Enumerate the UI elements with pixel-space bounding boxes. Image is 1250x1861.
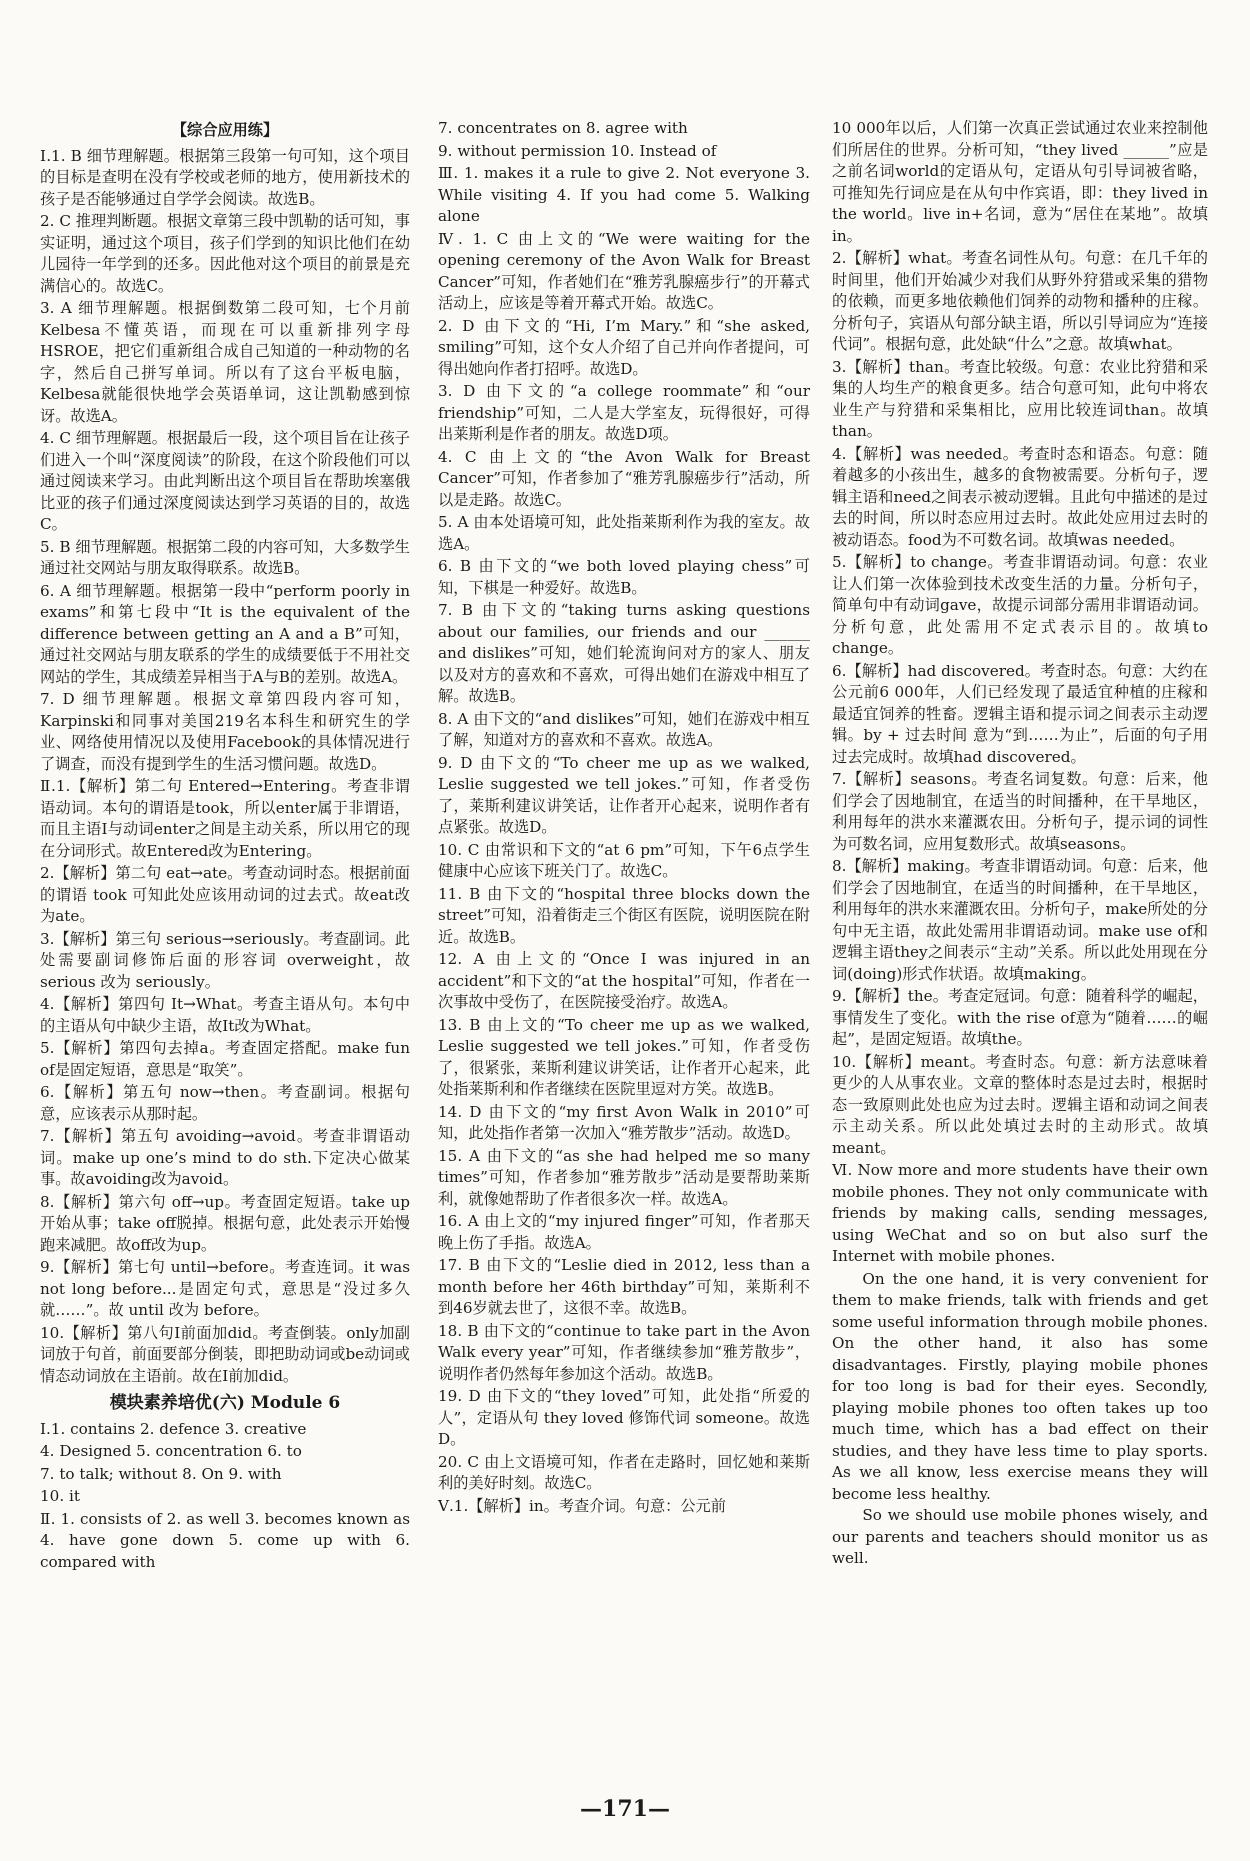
answer-paragraph: 2. C 推理判断题。根据文章第三段中凯勒的话可知，事实证明，通过这个项目，孩子们学到的知识比他们在幼儿园待一年学到的还多。因此他对这个项目的前景是充满信心的。故选C。 <box>40 212 410 295</box>
answer-paragraph: 9.【解析】第七句 until→before。考查连词。it was not long before...是固定句式，意思是“没过多久就……”。故 until 改为 before。 <box>40 1258 410 1319</box>
answer-paragraph: 2.【解析】第二句 eat→ate。考查动词时态。根据前面的谓语 took 可知此处应该用动词的过去式。故eat改为ate。 <box>40 864 410 925</box>
answer-paragraph: 5.【解析】第四句去掉a。考查固定搭配。make fun of是固定短语，意思是“取笑”。 <box>40 1039 410 1079</box>
answer-paragraph: 4.【解析】was needed。考查时态和语态。句意：随着越多的小孩出生，越多的食物被需要。分析句子，逻辑主语和need之间表示被动逻辑。且此句中描述的是过去的时间，所以时态应用过去时。故此处应用过去时的被动语态。food为不可数名词。故填was needed。 <box>832 444 1208 549</box>
answer-paragraph: 9.【解析】the。考查定冠词。句意：随着科学的崛起，事情发生了变化。with the rise of意为“随着……的崛起”，是固定短语。故填the。 <box>832 987 1208 1048</box>
column-right <box>832 118 1208 1570</box>
answer-paragraph: 10. C 由常识和下文的“at 6 pm”可知，下午6点学生健康中心应该下班关门了。故选C。 <box>438 840 810 880</box>
answer-paragraph: 6.【解析】第五句 now→then。考查副词。根据句意，应该表示从那时起。 <box>40 1083 410 1123</box>
answer-paragraph: 19. D 由下文的“they loved”可知，此处指“所爱的人”，定语从句 they loved 修饰代词 someone。故选D。 <box>438 1387 810 1448</box>
answer-paragraph: 2.【解析】what。考查名词性从句。句意：在几千年的时间里，他们开始减少对我们从野外狩猎或采集的猎物的依赖，而更多地依赖他们饲养的动物和播种的庄稼。分析句子，宾语从句部分缺主语，所以引导词应为“连接代词”。根据句意，此处缺“什么”之意。故填what。 <box>832 249 1208 353</box>
answer-paragraph: 14. D 由下文的“my first Avon Walk in 2010”可知，此处指作者第一次加入“雅芳散步”活动。故选D。 <box>438 1102 810 1142</box>
section-heading: 【综合应用练】 <box>171 121 279 139</box>
answer-paragraph: 3. D 由下文的“a college roommate”和“our friendship”可知，二人是大学室友，玩得很好，可得出莱斯利是作者的朋友。故选D项。 <box>438 382 810 443</box>
answer-paragraph: 20. C 由上文语境可知，作者在走路时，回忆她和莱斯利的美好时刻。故选C。 <box>438 1452 810 1492</box>
answer-paragraph: Ⅰ.1. B 细节理解题。根据第三段第一句可知，这个项目的目标是查明在没有学校或老师的地方，使用新技术的孩子是否能够通过自学学会阅读。故选B。 <box>40 146 410 208</box>
answer-paragraph: 5. A 由本处语境可知，此处指莱斯利作为我的室友。故选A。 <box>438 513 810 553</box>
answer-paragraph: 7.【解析】第五句 avoiding→avoid。考查非谓语动词。make up one’s mind to do sth.下定决心做某事。故avoiding改为avoid。 <box>40 1127 410 1188</box>
answer-paragraph: 7. D 细节理解题。根据文章第四段内容可知，Karpinski和同事对美国219名本科生和研究生的学业、网络使用情况以及使用Facebook的具体情况进行了调查，而没有提到学生的生活习惯问题。故选D。 <box>40 690 410 773</box>
answer-paragraph: 2. D 由下文的“Hi, I’m Mary.”和“she asked, smiling”可知，这个女人介绍了自己并向作者提问，可得出她向作者打招呼。故选D。 <box>438 316 810 378</box>
answer-paragraph: 5.【解析】to change。考查非谓语动词。句意：农业让人们第一次体验到技术改变生活的力量。分析句子，简单句中有动词gave，故提示词部分需用非谓语动词。分析句意，此处需用不定式表示目的。故填to change。 <box>832 553 1208 657</box>
column-middle <box>438 118 810 1518</box>
answer-paragraph: 10 000年以后，人们第一次真正尝试通过农业来控制他们所居住的世界。分析可知，“they lived ______”应是之前名词world的定语从句，定语从句引导词被省略，可推知先行词应是在从句中作宾语，即：they lived in the world。live in+名词，意为“居住在某地”。故填in。 <box>832 119 1208 245</box>
answer-paragraph: 6. A 细节理解题。根据第一段中“perform poorly in exams”和第七段中“It is the equivalent of the difference between getting an A and a B”可知，通过社交网站与朋友联系的学生的成绩要低于不用社交网站的学生，其成绩差异相当于A与B的差别。故选A。 <box>40 581 410 686</box>
answer-paragraph: 11. B 由下文的“hospital three blocks down the street”可知，沿着街走三个街区有医院，说明医院在附近。故选B。 <box>438 884 810 946</box>
answer-paragraph: 13. B 由上文的“To cheer me up as we walked, Leslie suggested we tell jokes.”可知，作者受伤了，很紧张，莱斯利建议讲笑话，让作者开心起来，此处指莱斯利和作者继续在医院里逗对方笑。故选B。 <box>438 1015 810 1098</box>
answer-paragraph: 7. B 由下文的“taking turns asking questions about our families, our friends and our ______ and dislikes”可知，她们轮流询问对方的家人、朋友以及对方的喜欢和不喜欢，可得出她们在游戏中相互了解。故选B。 <box>438 601 810 705</box>
page-number: —171— <box>580 1796 670 1822</box>
answer-paragraph: So we should use mobile phones wisely, and our parents and teachers should monitor us as well. <box>832 1506 1208 1567</box>
answer-paragraph: Ⅵ. Now more and more students have their own mobile phones. They not only communicate with friends by making calls, sending messages, using WeChat and so on but also surf the Internet with mobile phones. <box>832 1161 1208 1265</box>
answer-paragraph: 6.【解析】had discovered。考查时态。句意：大约在公元前6 000年，人们已经发现了最适宜种植的庄稼和最适宜饲养的牲畜。逻辑主语和提示词之间表示主动逻辑。by + 过去时间 意为“到……为止”，后面的句子用过去完成时。故填had discovered。 <box>832 661 1208 766</box>
answer-paragraph: 8.【解析】第六句 off→up。考查固定短语。take up开始从事；take off脱掉。根据句意，此处表示开始慢跑来减肥。故off改为up。 <box>40 1192 410 1254</box>
answer-paragraph: Ⅳ. 1. C 由上文的“We were waiting for the opening ceremony of the Avon Walk for Breast Cancer”可知，作者她们在“雅芳乳腺癌步行”的开幕式活动上，应该是等着开幕式开始。故选C。 <box>438 229 810 312</box>
answer-paragraph: Ⅱ.1.【解析】第二句 Entered→Entering。考查非谓语动词。本句的谓语是took，所以enter属于非谓语，而且主语I与动词enter之间是主动关系，所以用它的现在分词形式。故Entered改为Entering。 <box>40 777 410 860</box>
answer-paragraph: 3.【解析】than。考查比较级。句意：农业比狩猎和采集的人均生产的粮食更多。结合句意可知，此句中将农业生产与狩猎和采集相比，应用比较连词than。故填than。 <box>832 357 1208 440</box>
section-heading: 模块素养培优(六) Module 6 <box>109 1393 341 1413</box>
answer-paragraph: 8.【解析】making。考查非谓语动词。句意：后来，他们学会了因地制宜，在适当的时间播种，在干旱地区，利用每年的洪水来灌溉农田。分析句子，make所处的分句中无主语，故此处需用非谓语动词。make use of和逻辑主语they之间表示“主动”关系。所以此处用现在分词(doing)形式作状语。故填making。 <box>832 857 1208 983</box>
answer-paragraph: 3.【解析】第三句 serious→seriously。考查副词。此处需要副词修饰后面的形容词 overweight，故 serious 改为 seriously。 <box>40 929 410 991</box>
answer-paragraph: 7. concentrates on 8. agree with <box>438 119 688 137</box>
answer-paragraph: 4. Designed 5. concentration 6. to <box>40 1442 302 1460</box>
answer-paragraph: Ⅰ.1. contains 2. defence 3. creative <box>40 1419 307 1438</box>
answer-paragraph: 17. B 由下文的“Leslie died in 2012, less than a month before her 46th birthday”可知，莱斯利不到46岁就去世了，这很不幸。故选B。 <box>438 1256 810 1317</box>
answer-paragraph: 9. D 由下文的“To cheer me up as we walked, Leslie suggested we tell jokes.”可知，作者受伤了，莱斯利建议讲笑话，让作者开心起来，说明作者有点紧张。故选D。 <box>438 753 810 836</box>
answer-paragraph: Ⅱ. 1. consists of 2. as well 3. becomes known as 4. have gone down 5. come up with 6. compared with <box>40 1509 410 1571</box>
answer-paragraph: 18. B 由下文的“continue to take part in the Avon Walk every year”可知，作者继续参加“雅芳散步”，说明作者仍然每年参加这个活动。故选B。 <box>438 1321 810 1383</box>
answer-paragraph: 4.【解析】第四句 It→What。考查主语从句。本句中的主语从句中缺少主语，故It改为What。 <box>40 995 410 1035</box>
answer-paragraph: 10.【解析】第八句I前面加did。考查倒装。only加副词放于句首，前面要部分倒装，即把助动词或be动词或情态动词放在主语前。故在I前加did。 <box>40 1323 410 1385</box>
answer-paragraph: 8. A 由下文的“and dislikes”可知，她们在游戏中相互了解，知道对方的喜欢和不喜欢。故选A。 <box>438 709 810 749</box>
answer-paragraph: 4. C 细节理解题。根据最后一段，这个项目旨在让孩子们进入一个叫“深度阅读”的阶段，在这个阶段他们可以通过阅读来学习。由此判断出这个项目旨在帮助埃塞俄比亚的孩子们通过深度阅读达到学习英语的目的，故选C。 <box>40 429 410 533</box>
answer-paragraph: 4. C 由上文的“the Avon Walk for Breast Cancer”可知，作者参加了“雅芳乳腺癌步行”活动，所以是走路。故选C。 <box>438 447 810 509</box>
answer-paragraph: 5. B 细节理解题。根据第二段的内容可知，大多数学生通过社交网站与朋友取得联系。故选B。 <box>40 537 410 577</box>
answer-paragraph: 9. without permission 10. Instead of <box>438 141 717 160</box>
answer-paragraph: Ⅴ.1.【解析】in。考查介词。句意：公元前 <box>438 1496 726 1515</box>
answer-paragraph: 10.【解析】meant。考查时态。句意：新方法意味着更少的人从事农业。文章的整体时态是过去时，根据时态一致原则此处也应为过去时。逻辑主语和动词之间表示主动关系。所以此处填过去时的主动形式。故填meant。 <box>832 1052 1208 1157</box>
answer-paragraph: Ⅲ. 1. makes it a rule to give 2. Not everyone 3. While visiting 4. If you had come 5. Walking alone <box>438 164 810 225</box>
column-left <box>40 118 410 1574</box>
answer-paragraph: 7.【解析】seasons。考查名词复数。句意：后来，他们学会了因地制宜，在适当的时间播种，在干旱地区，利用每年的洪水来灌溉农田。分析句子，提示词的词性为可数名词，应用复数形式。故填seasons。 <box>832 770 1208 853</box>
answer-paragraph: 6. B 由下文的“we both loved playing chess”可知，下棋是一种爱好。故选B。 <box>438 557 810 597</box>
answer-paragraph: 10. it <box>40 1487 80 1505</box>
answer-paragraph: 7. to talk; without 8. On 9. with <box>40 1464 282 1483</box>
answer-paragraph: On the one hand, it is very convenient for them to make friends, talk with friends and get some useful information through mobile phones. On the other hand, it also has some disadvantages. Firstly, playing mobile phones for too long is bad for their eyes. Secondly, playing mobile phones too often takes up too much time, which has a bad effect on their studies, and they have less time to play sports. As we all know, less exercise means they will become less healthy. <box>832 1269 1208 1503</box>
answer-paragraph: 16. A 由上文的“my injured finger”可知，作者那天晚上伤了手指。故选A。 <box>438 1212 810 1252</box>
answer-paragraph: 3. A 细节理解题。根据倒数第二段可知，七个月前Kelbesa不懂英语，而现在可以重新排列字母HSROE，把它们重新组合成自己知道的一种动物的名字，然后自己拼写单词。所以有了这台平板电脑，Kelbesa就能很快地学会英语单词，这让凯勒感到惊讶。故选A。 <box>40 299 410 425</box>
answer-paragraph: 12. A 由上文的“Once I was injured in an accident”和下文的“at the hospital”可知，作者在一次事故中受伤了，在医院接受治疗。故选A。 <box>438 950 810 1011</box>
answer-paragraph: 15. A 由下文的“as she had helped me so many times”可知，作者参加“雅芳散步”活动是要帮助莱斯利，就像她帮助了作者很多次一样。故选A。 <box>438 1146 810 1208</box>
